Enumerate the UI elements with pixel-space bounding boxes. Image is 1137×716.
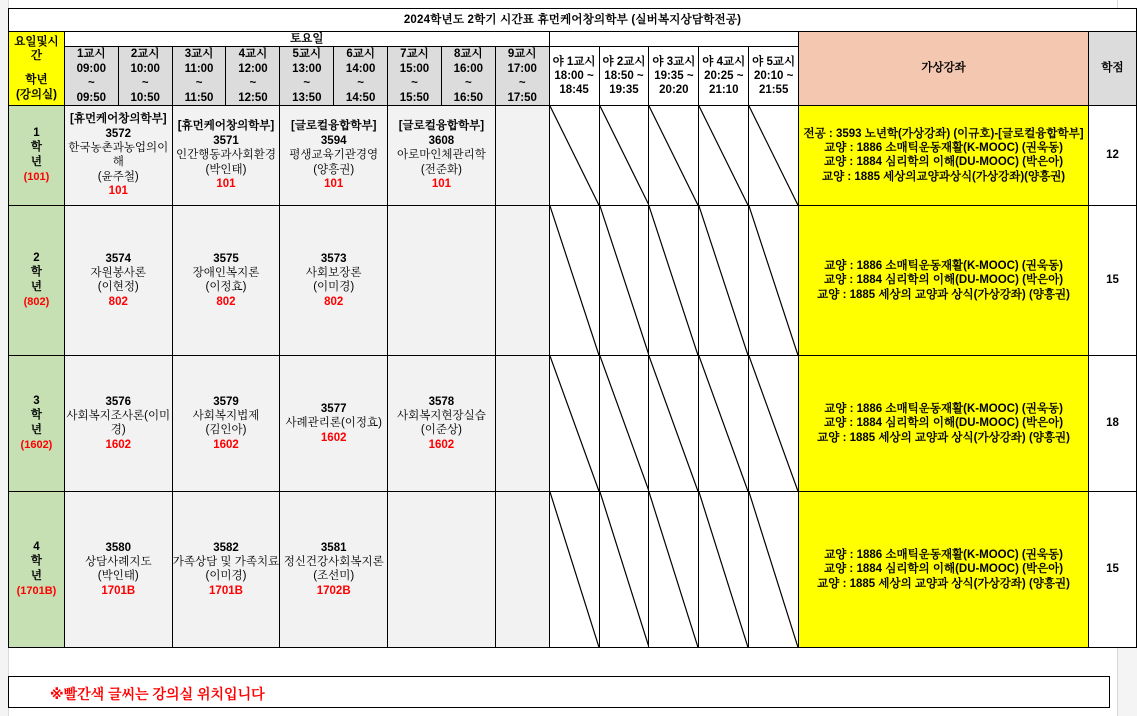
period-2-start: 10:00 [130, 62, 160, 75]
course-professor: (김인아) [205, 424, 247, 437]
year-4-room: (1701B) [16, 585, 57, 598]
period-7-name: 7교시 [400, 48, 429, 61]
year-2-num: 2 [33, 251, 40, 264]
period-1 [64, 47, 118, 106]
course-name: 사회복지현장실습 [396, 410, 486, 422]
footnote-text: ※빨간색 글씨는 강의실 위치입니다 [50, 686, 265, 702]
virtual-line: 교양 : 1886 소매틱운동재활(K-MOOC) (권욱동) [824, 259, 1063, 272]
night-slot-blocked [699, 491, 749, 647]
virtual-line: 교양 : 1884 심리학의 이해(DU-MOOC) (박은아) [824, 274, 1064, 287]
period-7-start: 15:00 [399, 62, 430, 75]
night-slot-blocked [649, 105, 699, 205]
course-code: 3578 [428, 395, 455, 408]
period-7-end: 15:50 [399, 91, 430, 104]
period-3-name: 3교시 [184, 48, 214, 61]
course-cell [280, 491, 388, 647]
course-professor: (윤주철) [97, 170, 139, 183]
course-code: 3571 [213, 134, 239, 147]
credit-cell: 15 [1089, 491, 1137, 647]
course-cell [388, 105, 496, 205]
empty-course-cell [388, 491, 496, 647]
period-5 [280, 47, 334, 106]
virtual-line: 교양 : 1886 소매틱운동재활(K-MOOC) (권욱동) [824, 548, 1063, 561]
course-name: 한국농촌과농업의이해 [68, 142, 169, 169]
course-professor: (박인태) [97, 570, 139, 583]
period-9-end: 17:50 [507, 91, 537, 104]
period-8-start: 16:00 [453, 62, 484, 75]
period-8 [441, 47, 495, 106]
night-slot-blocked [749, 105, 799, 205]
night-1-ya: 야 [552, 55, 564, 68]
period-9-name: 9교시 [507, 48, 537, 61]
night-block-label [549, 32, 798, 47]
course-cell [388, 355, 496, 491]
course-name: 장애인복지론 [192, 267, 260, 279]
course-room: 1602 [213, 438, 239, 451]
year-2-nyeon: 년 [30, 280, 42, 293]
course-room: 802 [216, 295, 236, 308]
period-8-end: 16:50 [453, 91, 484, 104]
year-4-num: 4 [33, 540, 40, 553]
period-9 [495, 47, 549, 106]
empty-cell [495, 205, 549, 355]
course-cell [172, 105, 280, 205]
course-cell [172, 205, 280, 355]
course-cell [172, 355, 280, 491]
course-name: 상담사례지도 [84, 556, 152, 568]
course-cell [64, 205, 172, 355]
year-3-room: (1602) [20, 439, 53, 452]
course-professor: (전준화) [420, 163, 462, 176]
table-row [9, 105, 1137, 205]
course-professor: (이현정) [97, 281, 139, 294]
course-name: 자원봉사론 [90, 267, 147, 279]
period-4-start: 12:00 [238, 62, 268, 75]
year-1-num: 1 [33, 126, 40, 139]
table-row [9, 491, 1137, 647]
day-label-row [9, 32, 1137, 47]
period-2 [118, 47, 172, 106]
course-cell [280, 355, 388, 491]
night-slot-blocked [549, 491, 599, 647]
course-professor: (이미경) [205, 570, 247, 583]
night-slot-blocked [649, 205, 699, 355]
course-professor: (조선미) [313, 570, 355, 583]
night-1-start: 18:00 [554, 69, 584, 82]
period-6-end: 14:50 [345, 91, 376, 104]
saturday-label: 토요일 [64, 32, 549, 47]
credit-cell: 15 [1089, 205, 1137, 355]
course-professor: (이정효) [205, 281, 247, 294]
night-period-5 [749, 47, 799, 106]
course-room: 101 [324, 177, 344, 190]
table-row [9, 355, 1137, 491]
night-slot-blocked [599, 355, 649, 491]
credit-cell: 12 [1089, 105, 1137, 205]
night-period-3 [649, 47, 699, 106]
course-code: 3575 [213, 252, 239, 265]
year-4-nyeon: 년 [30, 569, 42, 582]
year-3-hak: 학 [30, 409, 42, 422]
course-room: 101 [108, 185, 128, 198]
night-slot-blocked [549, 105, 599, 205]
year-cell-2 [9, 205, 65, 355]
period-5-tilde: ~ [303, 77, 311, 90]
course-name: 사회복지법제 [192, 410, 260, 422]
night-5-name: 5교시 [766, 55, 796, 68]
course-professor: (양흥권) [313, 163, 355, 176]
course-room: 1602 [105, 438, 132, 451]
virtual-line: 교양 : 1884 심리학의 이해(DU-MOOC) (박은아) [824, 563, 1064, 576]
empty-cell [495, 491, 549, 647]
course-code: 3594 [320, 134, 347, 147]
course-code: 3577 [320, 402, 347, 415]
period-5-end: 13:50 [292, 91, 322, 104]
year-1-hak: 학 [30, 141, 42, 154]
course-room: 802 [324, 295, 344, 308]
night-2-name: 2교시 [616, 55, 646, 68]
year-cell-4 [9, 491, 65, 647]
course-code: 3580 [105, 541, 132, 554]
year-cell-1 [9, 105, 65, 205]
period-3-tilde: ~ [195, 77, 203, 90]
night-slot-blocked [649, 491, 699, 647]
night-3-start: 19:35 [654, 69, 684, 82]
course-room: 1602 [320, 431, 347, 444]
course-professor: (이미경) [313, 281, 355, 294]
course-cell [280, 205, 388, 355]
period-2-tilde: ~ [141, 77, 149, 90]
course-cell [64, 355, 172, 491]
course-professor: (박인태) [205, 163, 247, 176]
night-4-name: 4교시 [716, 55, 746, 68]
period-1-end: 09:50 [76, 91, 107, 104]
night-period-4 [699, 47, 749, 106]
course-cell [64, 105, 172, 205]
course-room: 101 [431, 177, 452, 190]
night-slot-blocked [549, 355, 599, 491]
corner-header [9, 32, 65, 106]
period-1-name: 1교시 [77, 48, 106, 61]
night-2-ya: 야 [602, 55, 614, 68]
night-slot-blocked [749, 491, 799, 647]
course-name: 사회보장론 [305, 267, 362, 279]
course-code: 3572 [105, 127, 132, 140]
credit-header: 학점 [1089, 32, 1137, 106]
night-2-tilde: ~ [636, 69, 644, 82]
course-code: 3579 [213, 395, 239, 408]
virtual-line: 전공 : 3593 노년학(가상강좌) (이규호)-[글로컬융합학부] [803, 127, 1084, 140]
year-1-room: (101) [23, 171, 50, 184]
year-3-num: 3 [33, 394, 40, 407]
night-5-start: 20:10 [753, 69, 784, 82]
course-cell [280, 105, 388, 205]
virtual-line: 교양 : 1884 심리학의 이해(DU-MOOC) (박은아) [824, 156, 1064, 169]
course-code: 3582 [213, 541, 239, 554]
period-6-name: 6교시 [346, 48, 375, 61]
period-3-end: 11:50 [184, 91, 214, 104]
night-slot-blocked [549, 205, 599, 355]
period-1-tilde: ~ [87, 77, 95, 90]
course-dept: [휴먼케어창의학부] [177, 120, 275, 133]
course-professor: (이준상) [420, 424, 462, 437]
period-2-name: 2교시 [130, 48, 160, 61]
course-code: 3574 [105, 252, 132, 265]
night-slot-blocked [749, 355, 799, 491]
year-2-room: (802) [23, 296, 50, 309]
virtual-course-cell [799, 105, 1089, 205]
timetable [8, 8, 1137, 648]
virtual-line: 교양 : 1885 세상의교양과상식(가상강좌)(양흥권) [821, 170, 1066, 183]
night-slot-blocked [749, 205, 799, 355]
period-4-name: 4교시 [238, 48, 268, 61]
course-dept: [휴먼케어창의학부] [70, 113, 167, 126]
course-room: 802 [108, 295, 128, 308]
virtual-course-cell [799, 205, 1089, 355]
course-room: 1702B [316, 584, 351, 597]
night-2-end: 19:35 [609, 84, 639, 97]
course-code: 3576 [105, 395, 132, 408]
night-1-tilde: ~ [587, 69, 594, 82]
virtual-line: 교양 : 1886 소매틱운동재활(K-MOOC) (권욱동) [824, 402, 1063, 415]
night-slot-blocked [599, 491, 649, 647]
virtual-course-header: 가상강좌 [799, 32, 1089, 106]
period-3 [172, 47, 226, 106]
night-slot-blocked [599, 205, 649, 355]
night-3-name: 3교시 [666, 55, 696, 68]
period-7-tilde: ~ [411, 77, 418, 90]
night-4-ya: 야 [702, 55, 714, 68]
period-9-tilde: ~ [518, 77, 526, 90]
virtual-course-cell [799, 355, 1089, 491]
year-3-nyeon: 년 [30, 423, 42, 436]
year-1-nyeon: 년 [30, 155, 42, 168]
course-code: 3608 [428, 134, 455, 147]
period-9-start: 17:00 [507, 62, 537, 75]
table-row [9, 205, 1137, 355]
credit-cell: 18 [1089, 355, 1137, 491]
course-cell [64, 491, 172, 647]
course-name: 가족상담 및 가족치료 [172, 556, 280, 568]
year-cell-3 [9, 355, 65, 491]
year-4-hak: 학 [30, 555, 42, 568]
virtual-line: 교양 : 1885 세상의 교양과 상식(가상강좌) (양흥권) [817, 288, 1070, 301]
period-2-end: 10:50 [130, 91, 160, 104]
period-8-tilde: ~ [464, 77, 472, 90]
night-period-2 [599, 47, 649, 106]
night-4-end: 21:10 [709, 84, 739, 97]
page-title: 2024학년도 2학기 시간표 휴먼케어창의학부 (실버복지상담학전공) [9, 9, 1137, 32]
period-5-name: 5교시 [292, 48, 322, 61]
night-5-ya: 야 [752, 55, 764, 68]
virtual-line: 교양 : 1886 소매틱운동재활(K-MOOC) (권욱동) [824, 142, 1063, 154]
night-period-1 [549, 47, 599, 106]
corner-line-2: 간 [30, 50, 42, 63]
period-6-start: 14:00 [345, 62, 376, 75]
corner-line-4: (강의실) [15, 88, 57, 101]
course-dept: [글로컬융합학부] [398, 120, 485, 133]
virtual-line: 교양 : 1885 세상의 교양과 상식(가상강좌) (양흥권) [817, 577, 1070, 590]
virtual-course-cell [799, 491, 1089, 647]
period-6-tilde: ~ [357, 77, 364, 90]
night-slot-blocked [649, 355, 699, 491]
night-4-start: 20:25 [704, 69, 734, 82]
night-slot-blocked [599, 105, 649, 205]
night-1-end: 18:45 [559, 84, 589, 97]
course-room: 1602 [428, 438, 455, 451]
empty-cell [495, 355, 549, 491]
virtual-line: 교양 : 1884 심리학의 이해(DU-MOOC) (박은아) [824, 417, 1064, 430]
night-slot-blocked [699, 105, 749, 205]
empty-cell [495, 105, 549, 205]
night-5-tilde: ~ [786, 69, 794, 82]
night-slot-blocked [699, 355, 749, 491]
period-6 [334, 47, 388, 106]
corner-line-1: 요일및시 [14, 35, 59, 48]
title-row [9, 9, 1137, 32]
period-7 [388, 47, 442, 106]
night-1-name: 1교시 [566, 55, 596, 68]
period-5-start: 13:00 [292, 62, 322, 75]
course-name: 정신건강사회복지론 [283, 556, 384, 568]
night-3-end: 20:20 [659, 84, 689, 97]
course-name: 아로마인체관리학 [396, 149, 486, 162]
corner-line-3: 학년 [25, 74, 48, 87]
year-2-hak: 학 [30, 266, 42, 279]
period-8-name: 8교시 [454, 48, 483, 61]
course-name: 사례관리론(이정효) [285, 417, 382, 430]
period-3-start: 11:00 [184, 62, 214, 75]
course-dept: [글로컬융합학부] [290, 120, 377, 133]
night-4-tilde: ~ [736, 69, 744, 82]
course-room: 1701B [209, 584, 243, 597]
course-code: 3573 [320, 252, 347, 265]
course-code: 3581 [320, 541, 347, 554]
course-cell [172, 491, 280, 647]
course-room: 1701B [101, 584, 136, 597]
period-4-tilde: ~ [249, 77, 257, 90]
night-2-start: 18:50 [604, 69, 634, 82]
period-4-end: 12:50 [238, 91, 268, 104]
night-3-tilde: ~ [686, 69, 694, 82]
night-3-ya: 야 [652, 55, 664, 68]
virtual-line: 교양 : 1885 세상의 교양과 상식(가상강좌) (양흥권) [817, 431, 1070, 444]
period-1-start: 09:00 [76, 62, 107, 75]
night-slot-blocked [699, 205, 749, 355]
empty-course-cell [388, 205, 496, 355]
period-4 [226, 47, 280, 106]
course-name: 사회복지조사론(이미경) [66, 410, 171, 437]
course-name: 인간행동과사회환경 [175, 149, 276, 162]
course-name: 평생교육기관경영 [289, 149, 379, 162]
night-5-end: 21:55 [758, 84, 789, 97]
course-room: 101 [216, 177, 236, 190]
